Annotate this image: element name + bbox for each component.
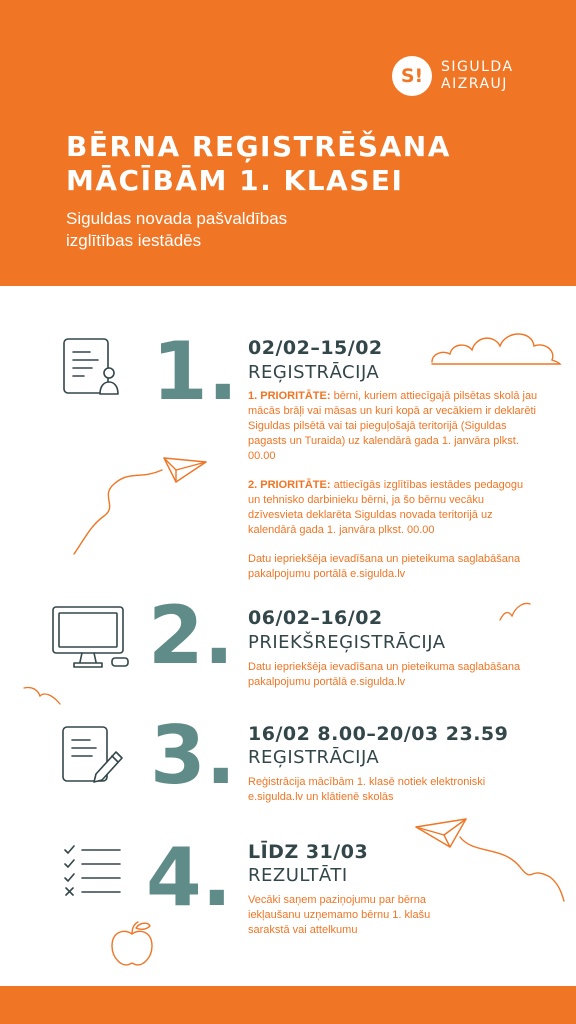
paper-plane-icon <box>60 440 210 560</box>
priority-2-label: 2. PRIORITĀTE: <box>248 479 331 491</box>
paper-plane-icon <box>410 815 570 905</box>
step-note: Datu iepriekšēja ievadīšana un pieteikuma saglabāšana pakalpojumu portālā e.sigulda.lv <box>248 553 521 580</box>
step-date: 06/02–16/02 <box>248 607 383 629</box>
step-number: 2. <box>148 589 235 682</box>
step-label: PRIEKŠREĢISTRĀCIJA <box>248 632 446 653</box>
logo-line2: AIZRAUJ <box>441 76 508 92</box>
priority-1-text: bērni, kuriem attiecīgajā pilsētas skolā jau mācās brāļi vai māsas un kuri kopā ar vecākiem ir deklarēti Siguldas pilsētā vai tai pieguļošajā teritorijā (Siguldas pagasts un Turaida) uz kalendārā gada 1. janvāra plkst. 00.00 <box>248 390 538 462</box>
document-pen-icon <box>60 724 126 786</box>
page-title <box>66 130 451 198</box>
step-label: REĢISTRĀCIJA <box>248 362 380 383</box>
step-note: Reģistrācija mācībām 1. klasē notiek elektroniski e.sigulda.lv un klātienē skolās <box>248 776 486 803</box>
title-line1: BĒRNA REĢISTRĒŠANA <box>66 130 451 163</box>
step-date: 02/02–15/02 <box>248 337 383 359</box>
logo-line1: SIGULDA <box>441 59 514 75</box>
bird-icon <box>498 600 532 622</box>
step-number: 3. <box>150 709 237 802</box>
cloud-icon <box>428 322 564 366</box>
computer-monitor-icon <box>50 604 132 670</box>
bird-icon <box>22 684 62 708</box>
title-line2: MĀCĪBĀM 1. KLASEI <box>66 164 404 197</box>
logo-mark: S! <box>392 56 432 96</box>
document-person-icon <box>62 336 122 398</box>
step-number: 4. <box>146 831 233 924</box>
subtitle-line1: Siguldas novada pašvaldības <box>66 209 288 228</box>
step-number: 1. <box>152 325 239 418</box>
priority-1 <box>248 389 538 464</box>
apple-icon <box>108 918 156 970</box>
step-date: 16/02 8.00–20/03 23.59 <box>248 723 509 745</box>
step-date: LĪDZ 31/03 <box>248 841 369 863</box>
priority-2 <box>248 478 538 538</box>
step-note: Datu iepriekšēja ievadīšana un pieteikuma saglabāšana pakalpojumu portālā e.sigulda.lv <box>248 661 521 688</box>
priority-2-text: attiecīgās izglītības iestādes pedagogu un tehnisko darbinieku bērni, ja šo bērnu vecāku dzīvesvieta deklarēta Siguldas novada teritorijā uz kalendārā gada 1. janvāra plkst. 00.00 <box>248 479 524 536</box>
step-label: REZULTĀTI <box>248 865 348 886</box>
page-subtitle <box>66 208 287 252</box>
footer-bar <box>0 986 576 1024</box>
step-note: Vecāki saņem paziņojumu par bērna iekļaušanu uzņemamo bērnu 1. klašu sarakstā vai attelkumu <box>248 894 431 936</box>
subtitle-line2: izglītības iestādēs <box>66 231 202 250</box>
logo-text <box>441 59 514 93</box>
priority-1-label: 1. PRIORITĀTE: <box>248 390 331 402</box>
header-banner <box>0 0 576 286</box>
step-description <box>248 389 538 582</box>
checklist-icon <box>62 842 124 898</box>
sigulda-logo <box>392 56 514 96</box>
step-label: REĢISTRĀCIJA <box>248 747 380 768</box>
